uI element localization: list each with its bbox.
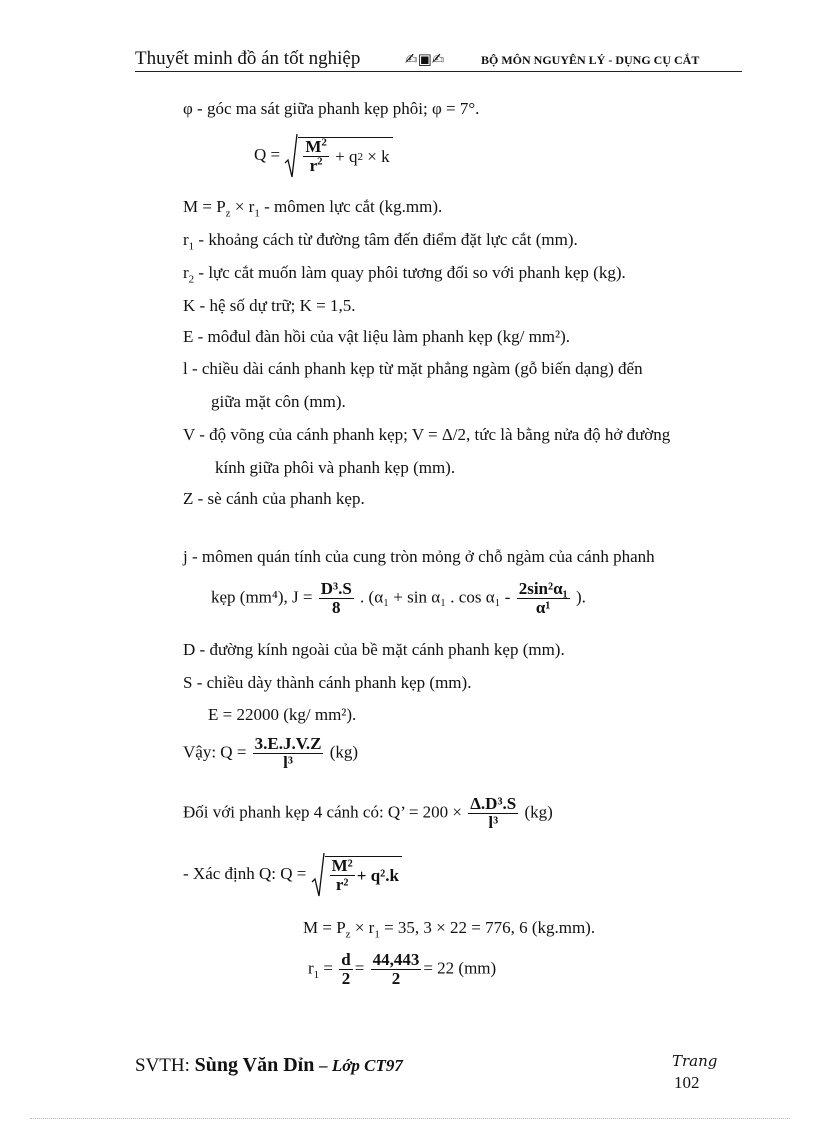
r1c-end: = 22 (mm) bbox=[423, 958, 497, 978]
xd-radicand bbox=[325, 856, 402, 894]
footer-name: Sùng Văn Dỉn bbox=[194, 1054, 315, 1076]
r1c-a: r bbox=[308, 958, 314, 978]
l-line-1: l - chiều dài cánh phanh kẹp từ mặt phẳng ngàm (gỗ biến dạng) đến bbox=[183, 359, 643, 378]
k-line: K - hệ số dự trữ; K = 1,5. bbox=[183, 296, 356, 315]
q-formula bbox=[254, 133, 393, 179]
j-den: 8 bbox=[331, 598, 341, 617]
header-ornament-icon: ✍︎▣✍︎ bbox=[405, 52, 445, 68]
m-calc-a: M = P bbox=[303, 918, 346, 937]
q-radicand: $\frac{M^2}{r^2}$ + q 2 × k bbox=[298, 137, 392, 175]
r2-b: - lực cắt muốn làm quay phôi tương đối so với phanh kẹp (kg). bbox=[198, 263, 626, 282]
doi-num: Δ.D³.S bbox=[470, 794, 517, 813]
d-line: D - đường kính ngoài của bề mặt cánh phanh kẹp (mm). bbox=[183, 640, 565, 659]
e-line: E - môđul đàn hồi của vật liệu làm phanh kẹp (kg/ mm²). bbox=[183, 327, 571, 346]
doi-den: l³ bbox=[488, 813, 499, 832]
s-line: S - chiều dày thành cánh phanh kẹp (mm). bbox=[183, 673, 472, 692]
footer-dotted-rule bbox=[30, 1118, 790, 1119]
xd-rest: + q².k bbox=[356, 865, 399, 885]
footer-trang: Trang bbox=[672, 1052, 718, 1070]
q-num: M bbox=[305, 137, 322, 156]
phi-line: φ - góc ma sát giữa phanh kẹp phôi; φ = 7°. bbox=[183, 99, 480, 118]
vay-num: 3.E.J.V.Z bbox=[254, 734, 322, 753]
footer-svth: SVTH: bbox=[135, 1055, 190, 1076]
r1-calc-formula: $r_1$ = $\frac{d}{2}$ = $\frac{44,443}{2}$ = 22 (mm) bbox=[308, 950, 497, 988]
doi-unit: (kg) bbox=[524, 802, 553, 822]
j-pre: kẹp (mm⁴), J = bbox=[211, 587, 313, 607]
r2-a: r bbox=[183, 263, 189, 282]
r1c-num2: 44,443 bbox=[372, 950, 420, 969]
sqrt-icon bbox=[284, 133, 298, 179]
header-left: Thuyết minh đồ án tốt nghiệp bbox=[135, 48, 361, 69]
m-def-b: × r bbox=[234, 197, 255, 216]
xd-sqrt bbox=[311, 852, 402, 898]
j-end: ). bbox=[575, 587, 586, 607]
vay-formula bbox=[183, 735, 358, 772]
xd-den: r² bbox=[335, 875, 349, 894]
v-line-1: V - độ võng của cánh phanh kẹp; V = Δ/2, tức là bằng nửa độ hở đường bbox=[183, 425, 671, 444]
r1c-den2: 2 bbox=[391, 969, 401, 988]
q-den: r bbox=[309, 156, 318, 175]
vay-pre: Vậy: Q = bbox=[183, 742, 247, 762]
j-mid: . (α₁ + sin α₁ . cos α₁ - bbox=[360, 587, 511, 607]
r1-line: $r_1$ - khoảng cách từ đường tâm đến điểm đặt lực cắt (mm). bbox=[183, 230, 578, 253]
doi-pre: Đối với phanh kẹp 4 cánh có: Q’ = 200 × bbox=[183, 802, 463, 822]
j-num2: 2sin²α₁ bbox=[518, 579, 568, 598]
r1-a: r bbox=[183, 230, 189, 249]
l-line-2: giữa mặt côn (mm). bbox=[211, 392, 346, 411]
z-line: Z - sè cánh của phanh kẹp. bbox=[183, 489, 365, 508]
q-sqrt bbox=[284, 133, 392, 179]
xd-num: M² bbox=[331, 856, 353, 875]
j-formula bbox=[211, 580, 586, 617]
m-def-a: M = P bbox=[183, 197, 226, 216]
header-rule bbox=[135, 71, 742, 72]
footer-author bbox=[135, 1054, 403, 1077]
j-line-1: j - mômen quán tính của cung tròn mỏng ở chỗ ngàm của cánh phanh bbox=[183, 547, 655, 566]
q-rest2: × k bbox=[367, 146, 390, 166]
r1c-den: 2 bbox=[341, 969, 351, 988]
j-num: D³.S bbox=[320, 579, 352, 598]
m-calc-c: = 35, 3 × 22 = 776, 6 (kg.mm). bbox=[384, 918, 596, 937]
footer-class: – Lớp CT97 bbox=[319, 1056, 403, 1075]
xd-pre: - Xác định Q: Q = bbox=[183, 863, 307, 883]
m-calc-line: $M = P_z \times r_1 = 35$, 3 × 22 = 776, 6 (kg.mm). bbox=[303, 918, 596, 941]
q-eq: Q = bbox=[254, 144, 281, 164]
r1c-num: d bbox=[341, 950, 351, 969]
r2-line: $r_2$ - lực cắt muốn làm quay phôi tương đối so với phanh kẹp (kg). bbox=[183, 263, 626, 286]
m-def-line: $M = P_z \times r_1$ - mômen lực cắt (kg.mm). bbox=[183, 197, 443, 220]
q-rest: + q bbox=[335, 146, 358, 166]
header-right: BỘ MÔN NGUYÊN LÝ - DỤNG CỤ CẮT bbox=[481, 53, 700, 67]
r1c-b: = bbox=[323, 958, 334, 978]
e-value-line: E = 22000 (kg/ mm²). bbox=[208, 705, 357, 724]
j-den2: α¹ bbox=[535, 598, 551, 617]
vay-den: l³ bbox=[283, 753, 293, 772]
doi-formula bbox=[183, 795, 553, 832]
sqrt-icon bbox=[311, 852, 325, 898]
footer-page-number: 102 bbox=[674, 1073, 700, 1092]
xd-formula bbox=[183, 852, 402, 898]
r1c-eq: = bbox=[354, 958, 365, 978]
r1-b: - khoảng cách từ đường tâm đến điểm đặt lực cắt (mm). bbox=[198, 230, 578, 249]
m-calc-b: × r bbox=[354, 918, 375, 937]
m-def-c: - mômen lực cắt (kg.mm). bbox=[264, 197, 443, 216]
v-line-2: kính giữa phôi và phanh kẹp (mm). bbox=[215, 458, 456, 477]
vay-unit: (kg) bbox=[329, 742, 359, 762]
